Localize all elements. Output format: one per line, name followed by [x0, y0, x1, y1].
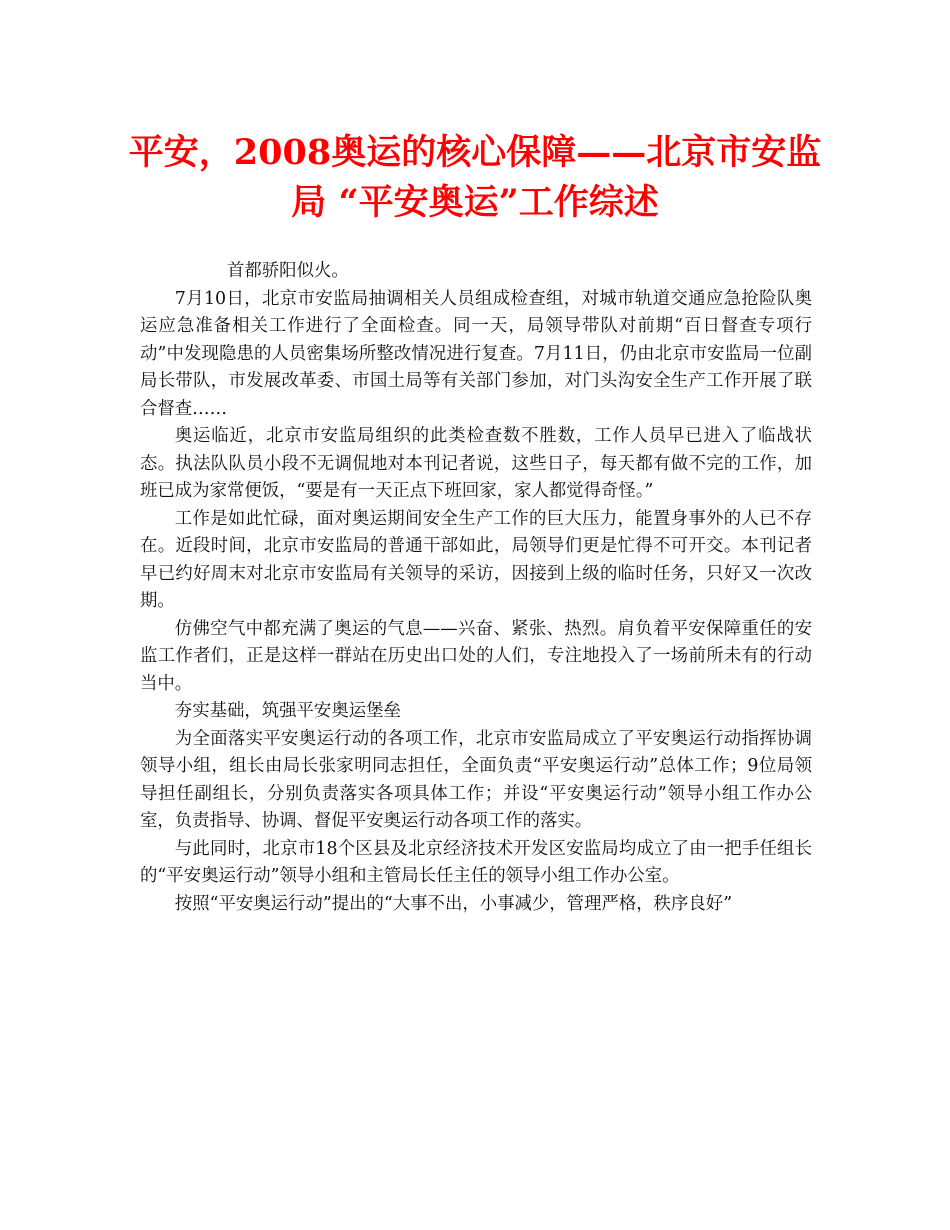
- article-body: [140, 258, 812, 918]
- paragraph-8: 按照“平安奥运行动”提出的“大事不出，小事减少，管理严格，秩序良好”: [174, 893, 733, 914]
- paragraph-7: 与此同时，北京市18个区县及北京经济技术开发区安监局均成立了由一把手任组长的“平安奥运行动”领导小组和主管局长任主任的领导小组工作办公室。: [140, 838, 812, 886]
- paragraph-3: 奥运临近，北京市安监局组织的此类检查数不胜数，工作人员早已进入了临战状态。执法队队员小段不无调侃地对本刊记者说，这些日子，每天都有做不完的工作，加班已成为家常便饭，“要是有一天正点下班回家，家人都觉得奇怪。”: [140, 426, 812, 501]
- paragraph-4: 工作是如此忙碌，面对奥运期间安全生产工作的巨大压力，能置身事外的人已不存在。近段时间，北京市安监局的普通干部如此，局领导们更是忙得不可开交。本刊记者早已约好周末对北京市安监局有关领导的采访，因接到上级的临时任务，只好又一次改期。: [140, 508, 812, 611]
- paragraph-5: 仿佛空气中都充满了奥运的气息——兴奋、紧张、热烈。肩负着平安保障重任的安监工作者们，正是这样一群站在历史出口处的人们，专注地投入了一场前所未有的行动当中。: [140, 618, 812, 694]
- paragraph-2: 7月10日，北京市安监局抽调相关人员组成检查组，对城市轨道交通应急抢险队奥运应急准备相关工作进行了全面检查。同一天，局领导带队对前期“百日督查专项行动”中发现隐患的人员密集场所整改情况进行复查。7月11日，仍由北京市安监局一位副局长带队，市发展改革委、市国土局等有关部门参加，对门头沟安全生产工作开展了联合督查……: [140, 288, 812, 419]
- section-heading: 夯实基础，筑强平安奥运堡垒: [174, 701, 401, 721]
- page-title: [120, 128, 830, 228]
- paragraph-6: 为全面落实平安奥运行动的各项工作，北京市安监局成立了平安奥运行动指挥协调领导小组，组长由局长张家明同志担任，全面负责“平安奥运行动”总体工作；9位局领导担任副组长，分别负责落实各项具体工作；并设“平安奥运行动”领导小组工作办公室，负责指导、协调、督促平安奥运行动各项工作的落实。: [140, 728, 812, 831]
- title-line-1: 平安，2008奥运的核心保障——北京市安监: [128, 132, 822, 173]
- paragraph-1: 首都骄阳似火。: [227, 261, 349, 281]
- title-line-2: 局 “平安奥运”工作综述: [291, 182, 659, 223]
